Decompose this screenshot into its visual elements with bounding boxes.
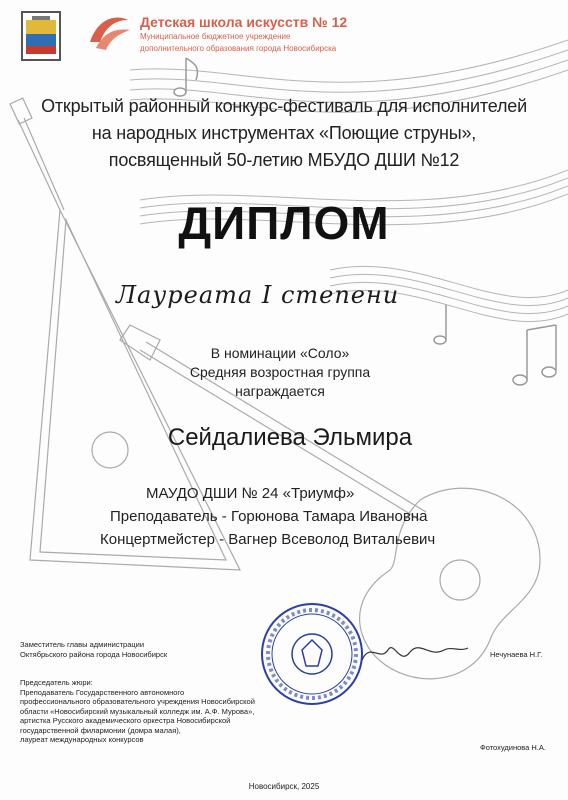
jury-line-4: области «Новосибирский музыкальный колледж им. А.Ф. Мурова», bbox=[20, 706, 255, 716]
deputy-line-2: Октябрьского района города Новосибирск bbox=[20, 649, 168, 659]
district-emblem-icon bbox=[18, 8, 64, 64]
diploma-degree: Лауреата I степени bbox=[116, 281, 400, 309]
signature-icon bbox=[360, 632, 470, 672]
school-logo-icon bbox=[86, 12, 132, 52]
deputy-block bbox=[20, 640, 320, 659]
organization-teacher: Преподаватель - Горюнова Тамара Ивановна bbox=[110, 508, 428, 525]
nomination-line-2: Средняя возростная группа bbox=[189, 364, 371, 380]
awardee-name: Сейдалиева Эльмира bbox=[167, 424, 413, 451]
contest-title bbox=[14, 93, 554, 174]
school-subtitle-2: дополнительного образования города Новосибирска bbox=[140, 43, 337, 53]
organization-school: МАУДО ДШИ № 24 «Триумф» bbox=[146, 485, 355, 502]
organization-block bbox=[100, 482, 450, 551]
nomination-line-1: В номинации «Соло» bbox=[210, 345, 350, 361]
jury-line-7: лауреат международных конкурсов bbox=[20, 735, 144, 744]
diploma-title: ДИПЛОМ bbox=[178, 197, 390, 249]
deputy-line-1: Заместитель главы администрации bbox=[20, 640, 145, 649]
jury-signer: Фотохудинова Н.А. bbox=[480, 743, 547, 752]
deputy-signer: Нечунаева Н.Г. bbox=[490, 650, 543, 659]
school-name: Детская школа искусств № 12 bbox=[140, 14, 348, 30]
organization-accompanist: Концертмейстер - Вагнер Всеволод Витальевич bbox=[100, 531, 436, 548]
jury-line-1: Председатель жюри: bbox=[20, 678, 93, 687]
jury-line-3: профессионального образовательного учреждения Новосибирской bbox=[20, 697, 255, 706]
school-header bbox=[140, 14, 460, 53]
contest-line-1: Открытый районный конкурс-фестиваль для исполнителей bbox=[41, 96, 527, 116]
nomination-line-3: награждается bbox=[235, 383, 325, 399]
jury-line-6: государственной филармонии (домра малая), bbox=[20, 725, 181, 735]
jury-line-2: Преподаватель Государственного автономного bbox=[20, 687, 185, 697]
nomination-block bbox=[160, 344, 400, 401]
school-subtitle-1: Муниципальное бюджетное учреждение bbox=[140, 32, 291, 41]
jury-block bbox=[20, 678, 310, 745]
contest-line-3: посвященный 50-летию МБУДО ДШИ №12 bbox=[108, 150, 460, 170]
city-year: Новосибирск, 2025 bbox=[248, 782, 320, 791]
contest-line-2: на народных инструментах «Поющие струны», bbox=[91, 123, 477, 143]
jury-line-5: артистка Русского академического оркестра Новосибирской bbox=[20, 716, 231, 725]
